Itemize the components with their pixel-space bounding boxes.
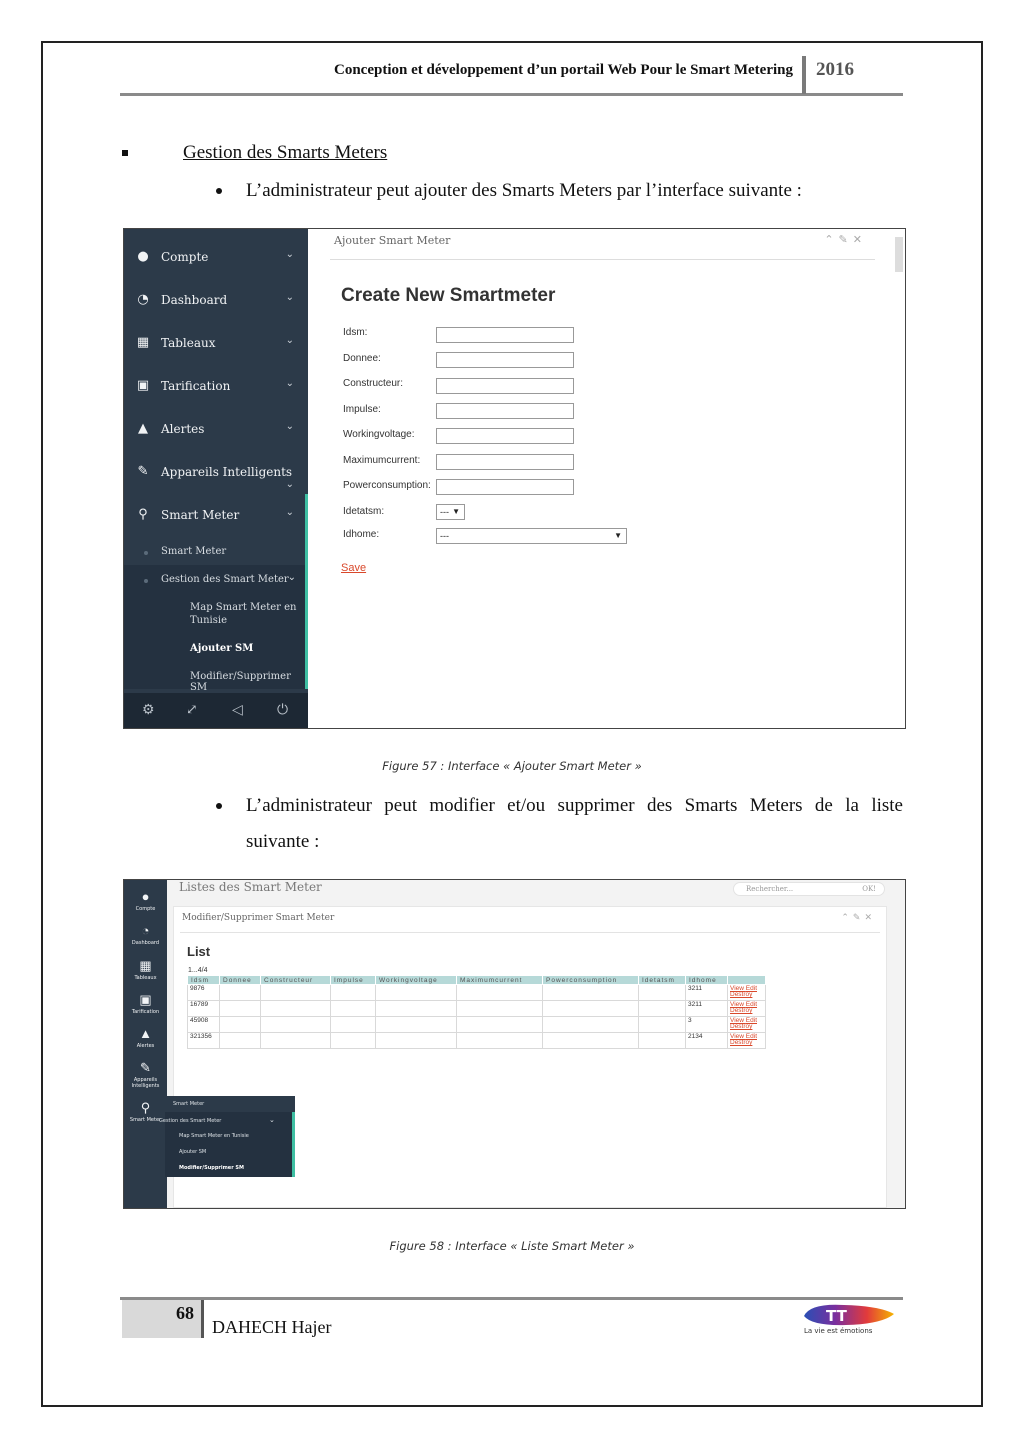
- chevron-down-icon: ⌄: [285, 335, 294, 346]
- sidebar-item-tarification[interactable]: [124, 365, 308, 407]
- sidebar-item-appareils[interactable]: [124, 1061, 167, 1089]
- warning-icon: ▲: [139, 1026, 152, 1041]
- label-idetatsm: Idetatsm:: [343, 506, 385, 517]
- footer-rule: [120, 1297, 903, 1300]
- user-icon: ●: [141, 889, 150, 904]
- figure-caption-57: Figure 57 : Interface « Ajouter Smart Meter »: [382, 759, 642, 773]
- sidebar-item-label: Tableaux: [161, 336, 216, 350]
- page-number: 68: [122, 1300, 202, 1338]
- idetatsm-select[interactable]: [436, 504, 465, 520]
- maximumcurrent-input[interactable]: [436, 454, 574, 470]
- edit-link[interactable]: Edit: [745, 1033, 757, 1040]
- flyout-item-map[interactable]: Map Smart Meter en Tunisie: [179, 1133, 249, 1139]
- row-actions: [728, 985, 766, 1001]
- sidebar-item-dashboard[interactable]: [124, 924, 167, 946]
- constructeur-input[interactable]: [436, 378, 574, 394]
- sidebar-item-tarification[interactable]: [124, 993, 167, 1015]
- dashboard-icon: ◔: [137, 292, 149, 307]
- section-title: Gestion des Smarts Meters: [183, 142, 388, 163]
- smart-meter-table: [187, 975, 766, 1049]
- edit-link[interactable]: Edit: [745, 985, 757, 992]
- label-constructeur: Constructeur:: [343, 378, 404, 389]
- flyout-item-smart-meter[interactable]: Smart Meter: [173, 1101, 205, 1107]
- edit-link[interactable]: Edit: [745, 1001, 757, 1008]
- paragraph-add: L’administrateur peut ajouter des Smarts Meters par l’interface suivante :: [246, 180, 802, 201]
- flyout-item-ajouter[interactable]: Ajouter SM: [179, 1149, 207, 1155]
- pagination-count: 1...4/4: [188, 967, 208, 974]
- figure-caption-58: Figure 58 : Interface « Liste Smart Meter »: [389, 1239, 635, 1253]
- smart-meter-flyout-menu: [159, 1096, 295, 1177]
- submenu-label: Modifier/Supprimer SM: [190, 671, 291, 693]
- view-link[interactable]: View: [730, 985, 744, 992]
- chevron-down-icon: ⌄: [285, 378, 294, 389]
- bullet-icon: [216, 188, 222, 194]
- money-icon: ▣: [139, 992, 152, 1007]
- table-row: [188, 1001, 766, 1017]
- gear-icon[interactable]: ⚙: [142, 702, 155, 718]
- label-impulse: Impulse:: [343, 404, 381, 415]
- cell-idhome: 3211: [686, 985, 728, 1001]
- destroy-link[interactable]: Destroy: [730, 991, 753, 998]
- column-header-actions: [728, 976, 766, 985]
- wrench-icon: ✎: [137, 464, 149, 479]
- search-input[interactable]: Rechercher...: [746, 885, 794, 893]
- destroy-link[interactable]: Destroy: [730, 1023, 753, 1030]
- cell-idsm: 45908: [188, 1017, 220, 1033]
- money-icon: ▣: [136, 378, 150, 393]
- sidebar: [124, 229, 308, 728]
- flyout-label: Gestion des Smart Meter: [159, 1118, 222, 1124]
- user-icon: ●: [137, 249, 149, 264]
- panel-controls[interactable]: ⌃✎✕: [824, 234, 867, 246]
- column-header: Idhome: [686, 976, 728, 985]
- table-row: [188, 1017, 766, 1033]
- row-actions: [728, 1001, 766, 1017]
- donnee-input[interactable]: [436, 352, 574, 368]
- column-header: Constructeur: [261, 976, 331, 985]
- document-year: 2016: [816, 59, 854, 80]
- paragraph-modify-line1: L’administrateur peut modifier et/ou supprimer des Smarts Meters de la liste: [246, 795, 903, 816]
- row-actions: [728, 1017, 766, 1033]
- cell-idhome: 3: [686, 1017, 728, 1033]
- column-header: Impulse: [331, 976, 376, 985]
- author-name: DAHECH Hajer: [212, 1317, 332, 1337]
- header-separator: [802, 56, 806, 94]
- table-header-row: [188, 976, 766, 985]
- logo-tagline: La vie est émotions: [804, 1327, 873, 1335]
- running-header: [120, 56, 903, 96]
- page-title: Listes des Smart Meter: [179, 880, 322, 894]
- sidebar-item-dashboard[interactable]: [124, 279, 308, 321]
- cell-idhome: 2134: [686, 1033, 728, 1049]
- cell-idsm: 321356: [188, 1033, 220, 1049]
- view-link[interactable]: View: [730, 1001, 744, 1008]
- screenshot-add-smart-meter: [123, 228, 906, 729]
- chevron-down-icon: ⌄: [285, 479, 294, 490]
- label-donnee: Donnee:: [343, 353, 381, 364]
- column-header: Maximumcurrent: [457, 976, 543, 985]
- label-idsm: Idsm:: [343, 327, 368, 338]
- panel-title: Ajouter Smart Meter: [334, 234, 451, 247]
- sidebar-item-label: Smart Meter: [129, 1117, 162, 1123]
- idhome-select[interactable]: [436, 528, 627, 544]
- panel-title: Modifier/Supprimer Smart Meter: [182, 913, 335, 923]
- sidebar-item-label: Dashboard: [131, 940, 160, 946]
- sidebar-item-tableaux[interactable]: [124, 959, 167, 981]
- map-pin-icon: ⚲: [138, 507, 148, 522]
- edit-link[interactable]: Edit: [745, 1017, 757, 1024]
- sidebar-item-alertes[interactable]: [124, 408, 308, 450]
- footer-separator: [201, 1300, 204, 1338]
- sidebar-item-compte[interactable]: [124, 236, 308, 278]
- caret-down-icon: ▼: [452, 507, 460, 516]
- bullet-icon: [144, 551, 148, 555]
- cell-idsm: 16789: [188, 1001, 220, 1017]
- column-header: Workingvoltage: [376, 976, 457, 985]
- sidebar-item-label: Alertes: [136, 1043, 155, 1049]
- submenu-smart-meter[interactable]: [124, 537, 308, 565]
- impulse-input[interactable]: [436, 403, 574, 419]
- flyout-submenu: [159, 1112, 293, 1177]
- list-title: List: [187, 944, 211, 959]
- table-row: [188, 1033, 766, 1049]
- paragraph-modify-line2: suivante :: [246, 831, 320, 852]
- label-powerconsumption: Powerconsumption:: [343, 480, 431, 491]
- table-icon: ▦: [136, 335, 150, 350]
- sidebar-item-tableaux[interactable]: [124, 322, 308, 364]
- chevron-down-icon: ⌄: [287, 572, 296, 583]
- sidebar-item-label: Tableaux: [134, 975, 157, 981]
- submenu-ajouter[interactable]: [124, 635, 308, 661]
- powerconsumption-input[interactable]: [436, 479, 574, 495]
- power-icon[interactable]: ⏻: [277, 702, 289, 718]
- sidebar-item-label: Compte: [135, 906, 156, 912]
- view-link[interactable]: View: [730, 1017, 744, 1024]
- submenu-map[interactable]: [124, 593, 308, 633]
- chevron-down-icon: ⌄: [285, 421, 294, 432]
- select-value: ---: [440, 507, 449, 517]
- chevron-down-icon: ⌄: [285, 249, 294, 260]
- submenu-label: Tunisie: [190, 615, 227, 626]
- main-panel: [308, 229, 905, 728]
- caret-down-icon: ▼: [614, 531, 622, 540]
- square-bullet-icon: [122, 150, 128, 156]
- scrollbar[interactable]: [895, 237, 903, 272]
- search-button[interactable]: OK!: [862, 885, 876, 893]
- label-maximumcurrent: Maximumcurrent:: [343, 455, 421, 466]
- panel-divider: [330, 259, 875, 260]
- active-accent-bar: [292, 1112, 295, 1177]
- logo-text: TT: [826, 1307, 847, 1325]
- idsm-input[interactable]: [436, 327, 574, 343]
- chevron-down-icon: ⌄: [269, 1116, 275, 1124]
- submenu-label: Smart Meter: [161, 546, 227, 557]
- destroy-link[interactable]: Destroy: [730, 1039, 753, 1046]
- save-link[interactable]: Save: [341, 562, 367, 574]
- sidebar-item-label: Intelligents: [131, 1083, 160, 1089]
- search-bar[interactable]: [733, 882, 885, 896]
- view-link[interactable]: View: [730, 1033, 744, 1040]
- sidebar-item-appareils[interactable]: [124, 451, 308, 493]
- sidebar-item-label: Compte: [161, 250, 209, 264]
- column-header: Powerconsumption: [543, 976, 639, 985]
- column-header: Idetatsm: [639, 976, 686, 985]
- column-header: Donnee: [220, 976, 261, 985]
- sidebar-item-label: Appareils: [133, 1077, 158, 1083]
- submenu-gestion[interactable]: [124, 565, 308, 593]
- sidebar-item-label: Dashboard: [161, 293, 228, 307]
- document-title: Conception et développement d’un portail Web Pour le Smart Metering: [334, 62, 793, 78]
- sidebar-item-label: Alertes: [161, 422, 205, 436]
- destroy-link[interactable]: Destroy: [730, 1007, 753, 1014]
- table-icon: ▦: [139, 958, 152, 973]
- submenu-label: Map Smart Meter en: [190, 602, 297, 613]
- submenu-gestion-container: [124, 565, 308, 693]
- mute-icon[interactable]: ◁: [232, 702, 243, 718]
- cell-idsm: 9876: [188, 985, 220, 1001]
- cell-idhome: 3211: [686, 1001, 728, 1017]
- sidebar-footer: [124, 693, 308, 728]
- flyout-item-modifier[interactable]: Modifier/Supprimer SM: [179, 1165, 244, 1171]
- label-idhome: Idhome:: [343, 529, 380, 540]
- column-header: Idsm: [188, 976, 220, 985]
- panel-divider: [180, 932, 880, 933]
- fullscreen-icon[interactable]: ⤢: [186, 702, 198, 718]
- submenu-label: Ajouter SM: [190, 643, 254, 654]
- sidebar-item-alertes[interactable]: [124, 1027, 167, 1049]
- chevron-down-icon: ⌄: [285, 292, 294, 303]
- wrench-icon: ✎: [140, 1060, 151, 1075]
- sidebar-item-smart-meter[interactable]: [124, 494, 308, 536]
- workingvoltage-input[interactable]: [436, 428, 574, 444]
- label-workingvoltage: Workingvoltage:: [343, 429, 415, 440]
- select-value: ---: [440, 531, 449, 541]
- chevron-down-icon: ⌄: [285, 507, 294, 518]
- bullet-icon: [144, 579, 148, 583]
- bullet-icon: [216, 803, 222, 809]
- submenu-modifier[interactable]: [124, 663, 308, 693]
- sidebar-item-label: Appareils Intelligents: [161, 465, 293, 479]
- panel-controls[interactable]: ⌃✎✕: [841, 912, 876, 922]
- warning-icon: ▲: [138, 421, 148, 436]
- submenu-label: Gestion des Smart Meter: [161, 574, 289, 585]
- screenshot-list-smart-meter: [123, 879, 906, 1209]
- table-row: [188, 985, 766, 1001]
- map-pin-icon: ⚲: [140, 1100, 151, 1115]
- sidebar-item-label: Tarification: [161, 379, 231, 393]
- sidebar-item-label: Tarification: [131, 1009, 160, 1015]
- dashboard-icon: ◔: [141, 923, 150, 938]
- sidebar-item-label: Smart Meter: [161, 508, 240, 522]
- collapsed-sidebar: [124, 880, 167, 1208]
- form-title: Create New Smartmeter: [341, 285, 556, 306]
- sidebar-item-compte[interactable]: [124, 890, 167, 912]
- row-actions: [728, 1033, 766, 1049]
